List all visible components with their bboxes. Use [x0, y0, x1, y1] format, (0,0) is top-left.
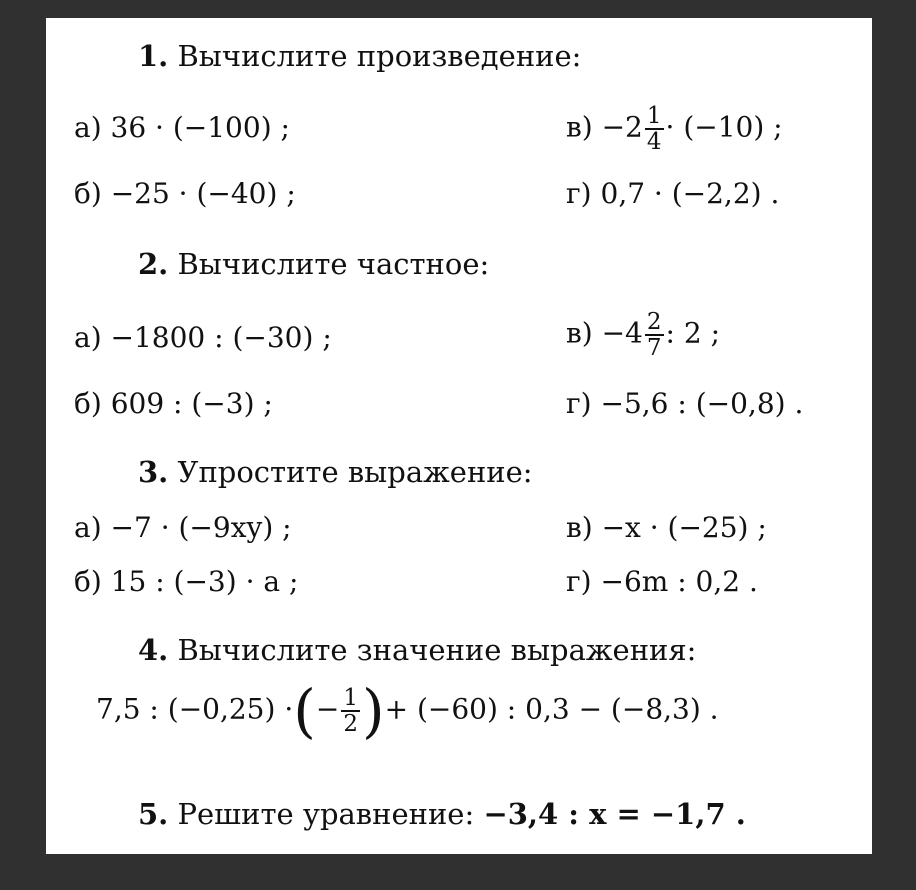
task-5-title: Решите уравнение: — [177, 797, 475, 831]
task-2-item-a — [74, 321, 332, 354]
item-expression: 36 · (−100) ; — [110, 111, 290, 144]
task-2-item-v — [566, 310, 720, 360]
item-expression: −1800 : (−30) ; — [110, 321, 332, 354]
fraction-denominator: 2 — [343, 711, 358, 737]
task-3-item-g — [566, 565, 758, 598]
task-1-item-b — [74, 177, 296, 210]
task-2-item-b — [74, 387, 273, 420]
fraction-numerator: 1 — [343, 684, 358, 711]
worksheet-page — [46, 18, 872, 854]
fraction — [341, 686, 360, 736]
expression-end: + (−60) : 0,3 − (−8,3) . — [384, 692, 719, 726]
item-expression: −6m : 0,2 . — [600, 565, 758, 598]
task-3-number: 3. — [138, 455, 169, 489]
task-2-number: 2. — [138, 247, 169, 281]
item-label: б) — [74, 177, 102, 210]
item-expression: −7 · (−9xy) ; — [110, 511, 292, 544]
task-1-item-v — [566, 104, 783, 154]
task-3-title: Упростите выражение: — [177, 455, 533, 489]
task-4-heading — [138, 633, 697, 667]
item-label: а) — [74, 321, 102, 354]
item-label: г) — [566, 565, 592, 598]
item-expression: 609 : (−3) ; — [110, 387, 273, 420]
task-1-number: 1. — [138, 39, 169, 73]
item-expression-rest: : 2 ; — [665, 316, 720, 350]
mixed-number-whole: −2 — [601, 110, 643, 144]
right-paren-glyph: ) — [361, 677, 385, 745]
task-3-heading — [138, 455, 533, 489]
item-label: в) — [566, 316, 593, 350]
expression-start: 7,5 : (−0,25) · — [96, 692, 294, 726]
task-3-item-b — [74, 565, 299, 598]
item-label: г) — [566, 387, 592, 420]
task-4-number: 4. — [138, 633, 169, 667]
fraction-denominator: 4 — [646, 129, 662, 156]
task-3-item-a — [74, 511, 292, 544]
item-expression: 0,7 · (−2,2) . — [600, 177, 780, 210]
task-1-title: Вычислите произведение: — [177, 39, 582, 73]
task-2-item-g — [566, 387, 804, 420]
item-label: в) — [566, 511, 593, 544]
item-expression-rest: · (−10) ; — [665, 110, 783, 144]
item-expression: −5,6 : (−0,8) . — [600, 387, 804, 420]
fraction-numerator: 1 — [646, 103, 662, 129]
task-3-item-v — [566, 511, 767, 544]
item-label: в) — [566, 110, 593, 144]
item-expression: −x · (−25) ; — [601, 511, 767, 544]
left-paren-glyph: ( — [293, 677, 316, 745]
item-label: б) — [74, 387, 102, 420]
item-label: г) — [566, 177, 592, 210]
task-2-heading — [138, 247, 490, 281]
fraction-denominator: 7 — [646, 335, 662, 362]
task-4-expression — [96, 677, 719, 745]
task-2-title: Вычислите частное: — [177, 247, 490, 281]
task-5-number: 5. — [138, 797, 169, 831]
task-1-item-g — [566, 177, 780, 210]
task-1-item-a — [74, 111, 290, 144]
task-5-equation: −3,4 : x = −1,7 . — [483, 797, 746, 831]
task-4-title: Вычислите значение выражения: — [177, 633, 697, 667]
fraction — [645, 310, 664, 360]
mixed-number-whole: −4 — [601, 316, 643, 350]
fraction — [645, 104, 664, 154]
item-label: б) — [74, 565, 102, 598]
item-expression: 15 : (−3) · a ; — [110, 565, 299, 598]
task-1-heading — [138, 39, 582, 73]
fraction-numerator: 2 — [646, 309, 662, 335]
fraction-sign: − — [315, 692, 340, 726]
item-label: а) — [74, 511, 102, 544]
task-5-line — [138, 797, 746, 831]
item-label: а) — [74, 111, 102, 144]
item-expression: −25 · (−40) ; — [110, 177, 296, 210]
